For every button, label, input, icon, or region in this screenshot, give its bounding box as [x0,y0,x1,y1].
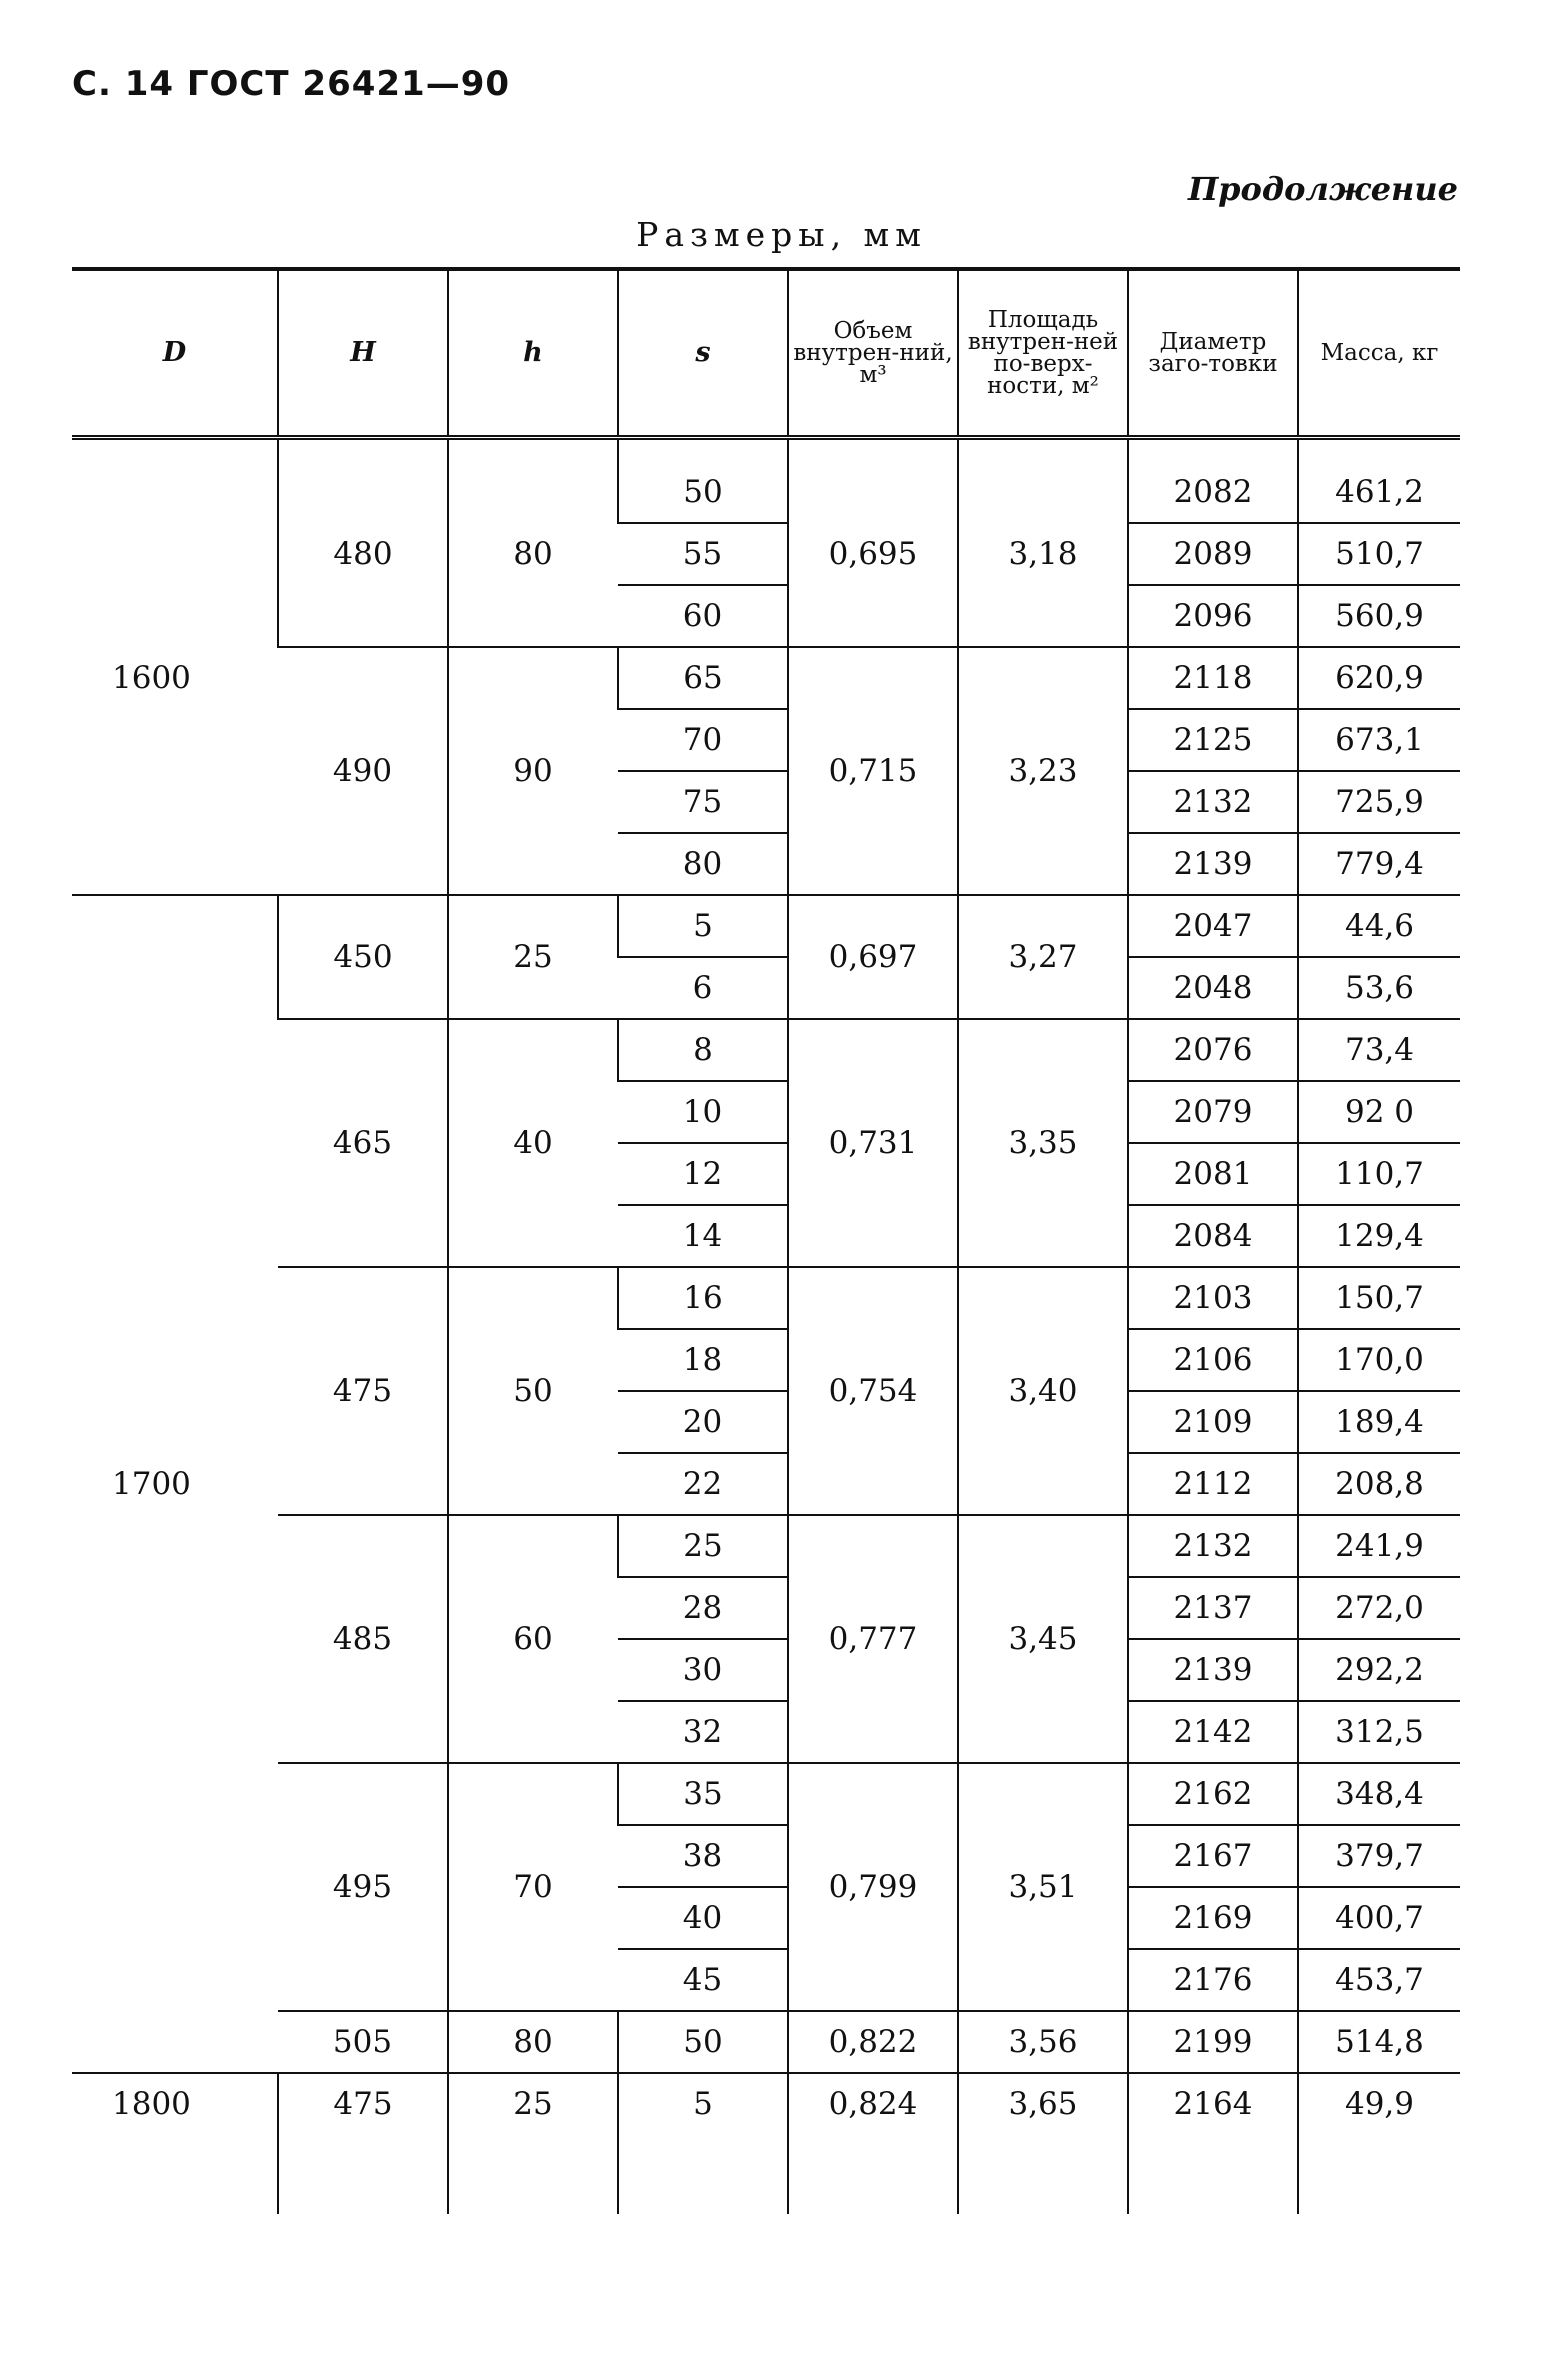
cell-mass: 241,9 [1298,1515,1460,1577]
cell-H: 475 [278,1267,448,1515]
cell-h: 40 [448,1019,618,1267]
cell-mass: 110,7 [1298,1143,1460,1205]
cell-blank-diameter: 2176 [1128,1949,1298,2011]
cell-mass: 129,4 [1298,1205,1460,1267]
table-row [72,895,1460,957]
cell-blank-diameter: 2137 [1128,1577,1298,1639]
cell-blank-diameter: 2139 [1128,1639,1298,1701]
cell-s: 22 [618,1453,788,1515]
cell-area: 3,23 [958,647,1128,895]
cell-mass: 453,7 [1298,1949,1460,2011]
cell-mass: 150,7 [1298,1267,1460,1329]
cell-H: 495 [278,1763,448,2011]
cell-s: 14 [618,1205,788,1267]
cell-s: 25 [618,1515,788,1577]
cell-s: 28 [618,1577,788,1639]
cell-blank-diameter: 2199 [1128,2011,1298,2073]
col-header-h: h [448,269,618,437]
cell-s: 45 [618,1949,788,2011]
cell-h: 25 [448,895,618,1019]
cell-h: 25 [448,2073,618,2134]
cell-blank-diameter: 2047 [1128,895,1298,957]
cell-area: 3,35 [958,1019,1128,1267]
cell-blank-diameter: 2048 [1128,957,1298,1019]
cell-mass: 514,8 [1298,2011,1460,2073]
cell-area: 3,51 [958,1763,1128,2011]
cell-s: 50 [618,2011,788,2073]
cell-s: 55 [618,523,788,585]
cell-s: 70 [618,709,788,771]
cell-blank-diameter: 2164 [1128,2073,1298,2134]
cell-H: 475 [278,2073,448,2134]
cell-blank-diameter: 2112 [1128,1453,1298,1515]
table-row [72,1267,1460,1329]
table-header-row [72,269,1460,437]
cell-blank-diameter: 2139 [1128,833,1298,895]
page-header: С. 14 ГОСТ 26421—90 [72,64,511,104]
cell-mass: 348,4 [1298,1763,1460,1825]
cell-mass: 49,9 [1298,2073,1460,2134]
cell-area: 3,56 [958,2011,1128,2073]
cell-mass: 189,4 [1298,1391,1460,1453]
table-row [72,1515,1460,1577]
cell-h: 60 [448,1515,618,1763]
dimensions-table [72,267,1460,2214]
col-header-volume: Объем внутрен-ний, м³ [788,269,958,437]
cell-volume: 0,731 [788,1019,958,1267]
cell-blank-diameter: 2106 [1128,1329,1298,1391]
cell-h: 90 [448,647,618,895]
cell-blank-diameter: 2079 [1128,1081,1298,1143]
cell-blank-diameter: 2103 [1128,1267,1298,1329]
cell-blank-diameter: 2082 [1128,462,1298,523]
cell-mass: 73,4 [1298,1019,1460,1081]
cell-s: 16 [618,1267,788,1329]
cell-mass: 379,7 [1298,1825,1460,1887]
spacer-row [72,2134,1460,2214]
cell-volume: 0,695 [788,462,958,647]
cell-h: 50 [448,1267,618,1515]
cell-mass: 510,7 [1298,523,1460,585]
cell-blank-diameter: 2162 [1128,1763,1298,1825]
cell-h: 70 [448,1763,618,2011]
cell-s: 32 [618,1701,788,1763]
cell-mass: 461,2 [1298,462,1460,523]
cell-mass: 620,9 [1298,647,1460,709]
table-row [72,2011,1460,2073]
cell-blank-diameter: 2118 [1128,647,1298,709]
col-header-area: Площадь внутрен-ней по-верх-ности, м² [958,269,1128,437]
col-header-s: s [618,269,788,437]
cell-blank-diameter: 2132 [1128,1515,1298,1577]
cell-blank-diameter: 2125 [1128,709,1298,771]
cell-s: 30 [618,1639,788,1701]
cell-s: 8 [618,1019,788,1081]
cell-mass: 292,2 [1298,1639,1460,1701]
cell-D: 1600 [72,462,278,895]
table-row [72,1019,1460,1081]
cell-H: 480 [278,462,448,647]
cell-H: 450 [278,895,448,1019]
table-body [72,437,1460,2214]
cell-blank-diameter: 2169 [1128,1887,1298,1949]
cell-volume: 0,777 [788,1515,958,1763]
cell-blank-diameter: 2081 [1128,1143,1298,1205]
cell-mass: 560,9 [1298,585,1460,647]
cell-volume: 0,799 [788,1763,958,2011]
cell-blank-diameter: 2142 [1128,1701,1298,1763]
cell-D: 1700 [72,895,278,2073]
table-row [72,462,1460,523]
cell-s: 12 [618,1143,788,1205]
cell-s: 75 [618,771,788,833]
cell-blank-diameter: 2084 [1128,1205,1298,1267]
cell-mass: 53,6 [1298,957,1460,1019]
cell-s: 5 [618,895,788,957]
cell-s: 6 [618,957,788,1019]
cell-mass: 673,1 [1298,709,1460,771]
cell-H: 485 [278,1515,448,1763]
col-header-D: D [72,269,278,437]
cell-volume: 0,822 [788,2011,958,2073]
cell-volume: 0,754 [788,1267,958,1515]
cell-mass: 725,9 [1298,771,1460,833]
cell-s: 5 [618,2073,788,2134]
cell-D: 1800 [112,2085,191,2122]
cell-s: 38 [618,1825,788,1887]
cell-mass: 312,5 [1298,1701,1460,1763]
cell-H: 490 [278,647,448,895]
cell-h: 80 [448,2011,618,2073]
col-header-H: H [278,269,448,437]
cell-s: 35 [618,1763,788,1825]
cell-area: 3,45 [958,1515,1128,1763]
cell-volume: 0,697 [788,895,958,1019]
cell-s: 18 [618,1329,788,1391]
table-row [72,647,1460,709]
cell-blank-diameter: 2089 [1128,523,1298,585]
col-header-mass: Масса, кг [1298,269,1460,437]
cell-H: 505 [278,2011,448,2073]
table-row [72,2073,1460,2134]
cell-mass: 208,8 [1298,1453,1460,1515]
cell-area: 3,27 [958,895,1128,1019]
cell-mass: 272,0 [1298,1577,1460,1639]
cell-blank-diameter: 2076 [1128,1019,1298,1081]
cell-blank-diameter: 2109 [1128,1391,1298,1453]
cell-mass: 400,7 [1298,1887,1460,1949]
cell-s: 50 [618,462,788,523]
col-header-blank-diameter: Диаметр заго-товки [1128,269,1298,437]
cell-s: 10 [618,1081,788,1143]
table-row [72,1763,1460,1825]
cell-blank-diameter: 2096 [1128,585,1298,647]
cell-blank-diameter: 2167 [1128,1825,1298,1887]
table-caption: Размеры, мм [636,215,927,254]
cell-area: 3,65 [958,2073,1128,2134]
cell-mass: 44,6 [1298,895,1460,957]
cell-area: 3,18 [958,462,1128,647]
cell-s: 65 [618,647,788,709]
cell-volume: 0,824 [788,2073,958,2134]
cell-s: 80 [618,833,788,895]
cell-h: 80 [448,462,618,647]
cell-mass: 92 0 [1298,1081,1460,1143]
cell-s: 20 [618,1391,788,1453]
spacer-row [72,437,1460,462]
cell-mass: 779,4 [1298,833,1460,895]
cell-blank-diameter: 2132 [1128,771,1298,833]
cell-area: 3,40 [958,1267,1128,1515]
continuation-label: Продолжение [1187,170,1458,208]
cell-s: 60 [618,585,788,647]
cell-volume: 0,715 [788,647,958,895]
cell-s: 40 [618,1887,788,1949]
cell-H: 465 [278,1019,448,1267]
cell-mass: 170,0 [1298,1329,1460,1391]
